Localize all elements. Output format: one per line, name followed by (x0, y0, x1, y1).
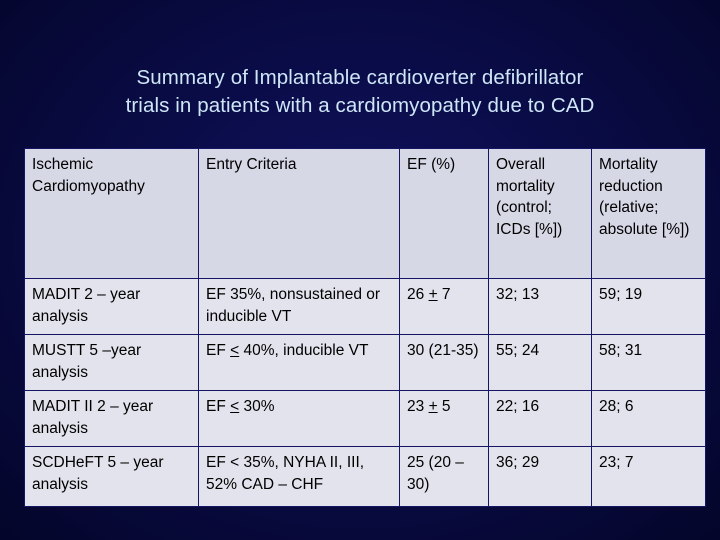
reduction-cell: 58; 31 (592, 335, 706, 391)
header-cell-entry-criteria: Entry Criteria (199, 149, 400, 279)
ef-value-start: 23 (407, 398, 429, 415)
criteria-suffix: 30% (239, 398, 275, 415)
criteria-prefix: EF (206, 342, 231, 359)
mortality-cell: 32; 13 (489, 279, 592, 335)
plus-minus-sign: + (428, 286, 438, 303)
table-header-row (25, 149, 706, 279)
trial-cell: SCDHeFT 5 – year analysis (25, 447, 199, 507)
trial-cell: MADIT II 2 – year analysis (25, 391, 199, 447)
ef-value-end: 7 (437, 286, 451, 303)
title-line-1: Summary of Implantable cardioverter defibrillator (136, 66, 584, 89)
ef-cell (400, 391, 489, 447)
criteria-cell: EF 35%, nonsustained or inducible VT (199, 279, 400, 335)
reduction-cell: 28; 6 (592, 391, 706, 447)
ef-value-end: 5 (437, 398, 451, 415)
header-cell-mortality-reduction: Mortality reduction (relative; absolute [%]) (592, 149, 706, 279)
plus-minus-sign: + (428, 398, 438, 415)
mortality-cell: 22; 16 (489, 391, 592, 447)
ef-cell: 30 (21-35) (400, 335, 489, 391)
criteria-cell (199, 335, 400, 391)
header-cell-ischemic-cardiomyopathy: Ischemic Cardiomyopathy (25, 149, 199, 279)
header-cell-ef: EF (%) (400, 149, 489, 279)
table-row (25, 335, 706, 391)
mortality-cell: 36; 29 (489, 447, 592, 507)
trial-cell: MADIT 2 – year analysis (25, 279, 199, 335)
header-cell-overall-mortality: Overall mortality (control; ICDs [%]) (489, 149, 592, 279)
reduction-cell: 59; 19 (592, 279, 706, 335)
ef-cell: 25 (20 – 30) (400, 447, 489, 507)
title-line-2: trials in patients with a cardiomyopathy due to CAD (125, 94, 595, 117)
table-row (25, 391, 706, 447)
ef-value-start: 26 (407, 286, 429, 303)
trial-cell: MUSTT 5 –year analysis (25, 335, 199, 391)
table-row (25, 279, 706, 335)
trials-table (24, 148, 706, 507)
criteria-prefix: EF (206, 398, 231, 415)
criteria-suffix: 40%, inducible VT (239, 342, 369, 359)
reduction-cell: 23; 7 (592, 447, 706, 507)
mortality-cell: 55; 24 (489, 335, 592, 391)
less-equal-sign: < (230, 398, 240, 415)
slide-title (30, 64, 690, 120)
criteria-cell (199, 391, 400, 447)
criteria-cell: EF < 35%, NYHA II, III, 52% CAD – CHF (199, 447, 400, 507)
table-row (25, 447, 706, 507)
less-equal-sign: < (230, 342, 240, 359)
ef-cell (400, 279, 489, 335)
